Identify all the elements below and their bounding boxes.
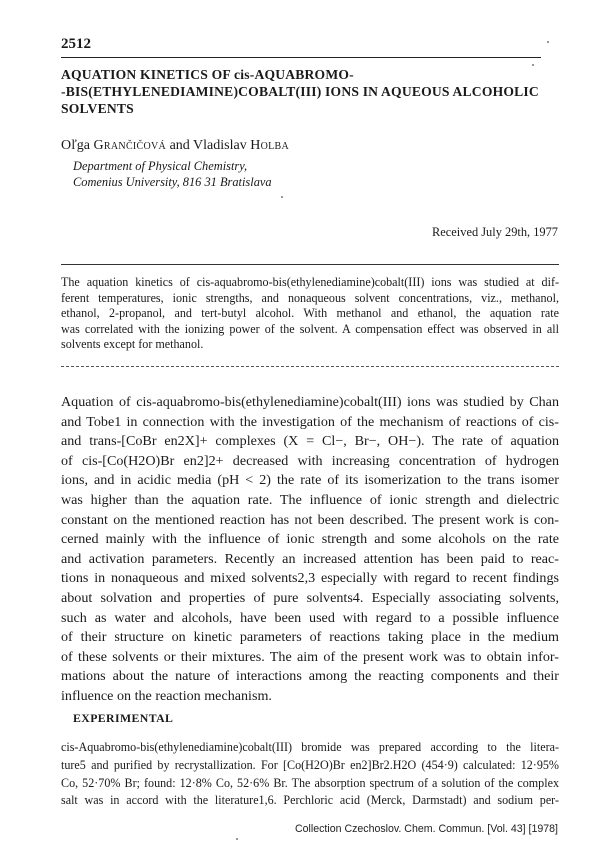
body-line: such as water and alcohols, have been used with regard to a possible influence <box>61 609 559 626</box>
author-line <box>61 138 289 154</box>
abstract-line: ethanol, 2-propanol, and tert-butyl alcohol. With methanol and ethanol, the aquation rate <box>61 306 559 320</box>
author-conjunction: and <box>169 138 190 153</box>
experimental-line: cis-Aquabromo-bis(ethylenediamine)cobalt(III) bromide was prepared according to the litera- <box>61 740 559 754</box>
journal-footer: Collection Czechoslov. Chem. Commun. [Vol. 43] [1978] <box>294 823 558 835</box>
abstract-line: The aquation kinetics of cis-aquabromo-bis(ethylenediamine)cobalt(III) ions was studied at dif- <box>61 275 559 289</box>
affiliation-line-1: Department of Physical Chemistry, <box>73 159 248 173</box>
body-line: ions, and in acidic media (pH < 2) the rate of its isomerization to the trans isomer <box>61 472 559 489</box>
body-line: tions in nonaqueous and mixed solvents2,3 especially with regard to recent findings <box>61 570 559 587</box>
scan-speck <box>281 196 283 198</box>
experimental-line: Co, 52·70% Br; found: 12·8% Co, 52·6% Br. The absorption spectrum of a solution of the complex <box>61 775 559 790</box>
experimental-paragraph <box>61 739 559 810</box>
author-2-family: Holba <box>250 138 290 153</box>
body-line: and activation parameters. Recently an increased attention has been paid to reac- <box>61 550 559 567</box>
body-line: of cis-[Co(H2O)Br en2]2+ decreased with increasing concentration of hydrogen <box>61 452 559 469</box>
abstract-line: solvents except for methanol. <box>61 337 204 351</box>
author-1-given: Oľga <box>61 138 91 153</box>
affiliation-line-2: Comenius University, 816 31 Bratislava <box>73 175 272 189</box>
body-line: about solvation and properties of pure solvents4. Especially associating solvents, <box>61 589 559 606</box>
abstract-line: was correlated with the ionizing power of the solvent. A compensation effect was observed in all <box>61 321 559 336</box>
title-line-2: -BIS(ETHYLENEDIAMINE)COBALT(III) IONS IN AQUEOUS ALCOHOLIC <box>61 84 539 99</box>
body-line: cerned mainly with the influence of ionic strength and some alcohols on the rate <box>61 531 559 548</box>
body-line: was higher than the aquation rate. The influence of ionic strength and dielectric <box>61 491 559 508</box>
experimental-line: ture5 and purified by recrystallization. For [Co(H2O)Br en2]Br2.H2O (454·9) calculated: 12·95% <box>61 757 559 772</box>
scan-speck <box>547 41 549 43</box>
article-title <box>61 66 551 117</box>
experimental-line: salt was in accord with the literature1,6. Perchloric acid (Merck, Darmstadt) and sodium per- <box>61 793 559 808</box>
body-line: Aquation of cis-aquabromo-bis(ethylenediamine)cobalt(III) ions was studied by Chan <box>61 394 559 410</box>
author-2-given: Vladislav <box>193 138 247 153</box>
scan-speck <box>236 838 238 840</box>
body-line: of these solvents or their mixtures. The aim of the present work was to obtain infor- <box>61 648 559 665</box>
received-date: Received July 29th, 1977 <box>432 225 558 239</box>
body-line: and trans-[CoBr en2X]+ complexes (X = Cl−, Br−, OH−). The rate of aquation <box>61 433 559 450</box>
body-line: influence on the reaction mechanism. <box>61 687 272 704</box>
body-line: mations about the nature of interactions among the reacting components and their <box>61 668 559 685</box>
abstract-line: ferent temperatures, ionic strengths, and nonaqueous solvent concentrations, viz., methanol, <box>61 290 559 305</box>
body-line: constant on the mentioned reaction has not been described. The present work is con- <box>61 511 559 528</box>
body-line: and Tobe1 in connection with the investigation of the mechanism of reactions of cis- <box>61 413 559 430</box>
scan-speck <box>532 64 534 66</box>
abstract-bottom-rule <box>61 366 559 367</box>
title-line-1: AQUATION KINETICS OF cis-AQUABROMO- <box>61 67 354 82</box>
introduction-paragraph <box>61 393 559 707</box>
body-line: of their structure on kinetic parameters of reactions taking place in the medium <box>61 629 559 646</box>
page-number: 2512 <box>61 36 91 52</box>
header-rule <box>61 57 541 58</box>
abstract <box>61 275 559 353</box>
abstract-top-rule <box>61 264 559 265</box>
section-heading: EXPERIMENTAL <box>73 711 174 725</box>
affiliation <box>73 158 272 190</box>
author-1-family: Grančičová <box>93 138 167 153</box>
title-line-3: SOLVENTS <box>61 101 134 116</box>
